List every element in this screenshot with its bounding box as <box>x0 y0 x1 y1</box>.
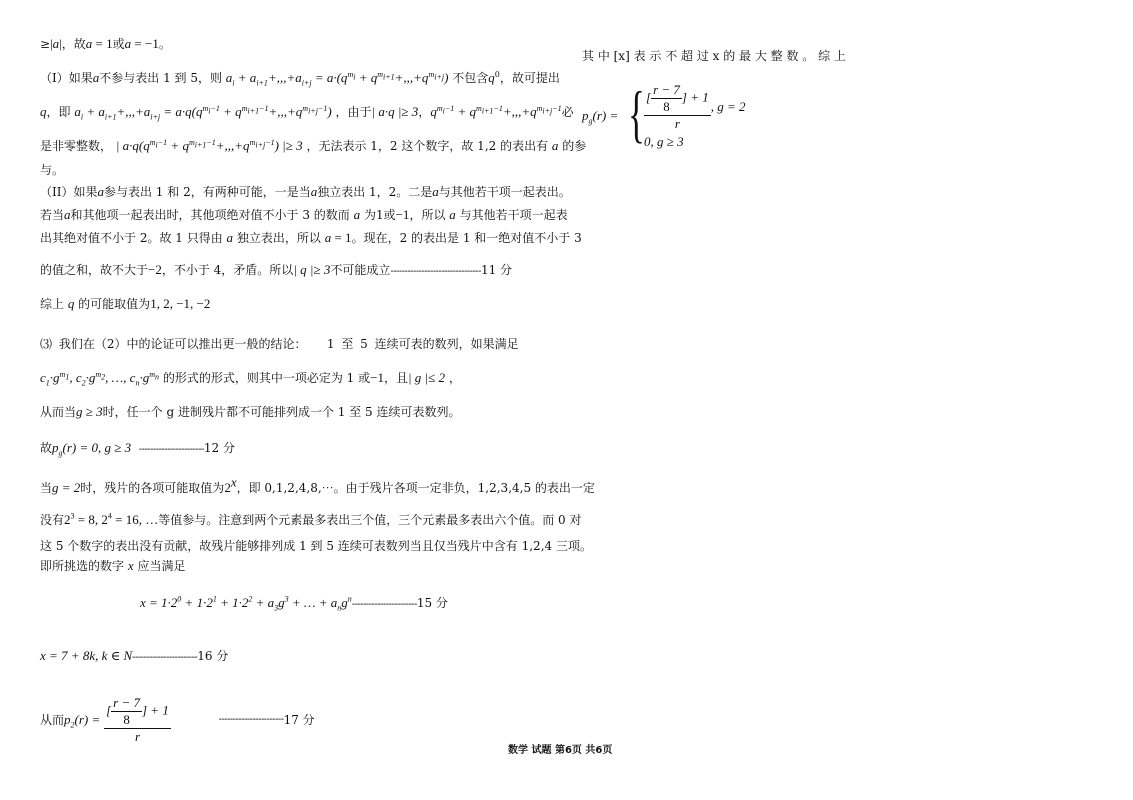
line-7: 若当a和其他项一起表出时，其他项绝对值不小于 3 的数而 a 为1或−1，所以 a 与其他若干项一起表 <box>40 207 568 222</box>
line-21: 从而$p_2(r)$ = [ $\frac{r - 7}{8}$ ] + 1 r -----------------------17 分 <box>40 695 315 744</box>
piecewise-formula: $p_g(r)$ = { [ $\frac{r - 7}{8}$ ] + 1 r , g = 2 0, g ≥ 3 <box>582 78 746 149</box>
fraction-p2: [ $\frac{r - 7}{8}$ ] + 1 r <box>106 695 169 744</box>
line-1: ≥|a|，故a = 1或a = −1。 <box>40 36 171 51</box>
line-17: 这 5 个数字的表出没有贡献，故残片能够排列成 1 到 5 连续可表数列当且仅当残片中含有 1,2,4 三项。 <box>40 539 592 553</box>
line-5: 与。 <box>40 163 65 177</box>
left-brace: { <box>628 78 645 149</box>
line-9: 的值之和，故不大于−2，不小于 4，矛盾。所以| q |≥ 3不可能成立--------------------------------11 分 <box>40 262 513 277</box>
line-18: 即所挑选的数字 x 应当满足 <box>40 558 186 573</box>
line-15: 当g = 2时，残片的各项可能取值为2$^x$，即 0,1,2,4,8,⋯。由于残片各项一定非负，1,2,3,4,5 的表出一定 <box>40 474 595 495</box>
line-8: 出其绝对值不小于 2。故 1 只得由 a 独立表出，所以 a = 1。现在，2 的表出是 1 和一绝对值不小于 3 <box>40 230 582 245</box>
page-footer: 数学 试题 第6页 共6页 <box>508 745 613 756</box>
line-14: 故$p_g(r) = 0$, g ≥ 3 -----------------------12 分 <box>40 440 235 458</box>
line-4: 是非零整数， | $a\cdot q(q^{m_i-1} + q^{m_{i+1}-1}+,,,+q^{m_{i+j}-1})$ |≥ 3 ，无法表示 1，2 这个数字，故 1,2 的表出有 a 的参 <box>40 137 587 153</box>
line-6: （II）如果a参与表出 1 和 2，有两种可能，一是当a独立表出 1，2。二是a与其他若干项一起表出。 <box>40 184 571 199</box>
line-16: 没有$2^3 = 8$, $2^4 = 16$, …等值参与。注意到两个元素最多表出三个值，三个元素最多表出六个值。而 0 对 <box>40 511 582 527</box>
line-12: $c_1\cdot g^{m_1}$, $c_2\cdot g^{m_2}$, …, $c_n\cdot g^{m_n}$ 的形式的形式，则其中一项必定为 1 或−1，且| g |≤ 2 ， <box>40 369 461 388</box>
line-3: q，即 $a_i + a_{i+1}+,,,+a_{i+j} = a\cdot q(q^{m_i-1} + q^{m_{i+1}-1}+,,,+q^{m_{i+j}-1})$ ，由于| a·q |≥ 3，$q^{m_i-1} + q^{m_{i+1}-1}+,,,+q^{m_{i+j}-1}$必 <box>40 103 574 122</box>
line-11: ⑶ 我们在（2）中的论证可以推出更一般的结论： 1 至 5 连续可表的数列，如果满足 <box>40 337 519 351</box>
line-19: $x = 1\cdot 2^0 + 1\cdot 2^1 + 1\cdot 2^2 + a_3g^3$ + … + $a_ng^n-----------------------15$ 分 <box>140 594 448 613</box>
right-line-1: 其 中 [x] 表 示 不 超 过 x 的 最 大 整 数 。 综 上 <box>582 49 846 63</box>
line-2: （I）如果a不参与表出 1 到 5，则 $a_i + a_{i+1}+,,,+a_{i+j} = a\cdot(q^{m_i} + q^{m_{i+1}}+,,,+q^{m_{i+j}})$ 不包含$q^0$，故可提出 <box>40 69 560 88</box>
line-20: x = 7 + 8k, k ∈ N-----------------------16 分 <box>40 648 229 663</box>
line-10: 综上 q 的可能取值为1, 2, −1, −2 <box>40 296 211 311</box>
line-13: 从而当g ≥ 3时，任一个 g 进制残片都不可能排列成一个 1 至 5 连续可表数列。 <box>40 404 461 419</box>
